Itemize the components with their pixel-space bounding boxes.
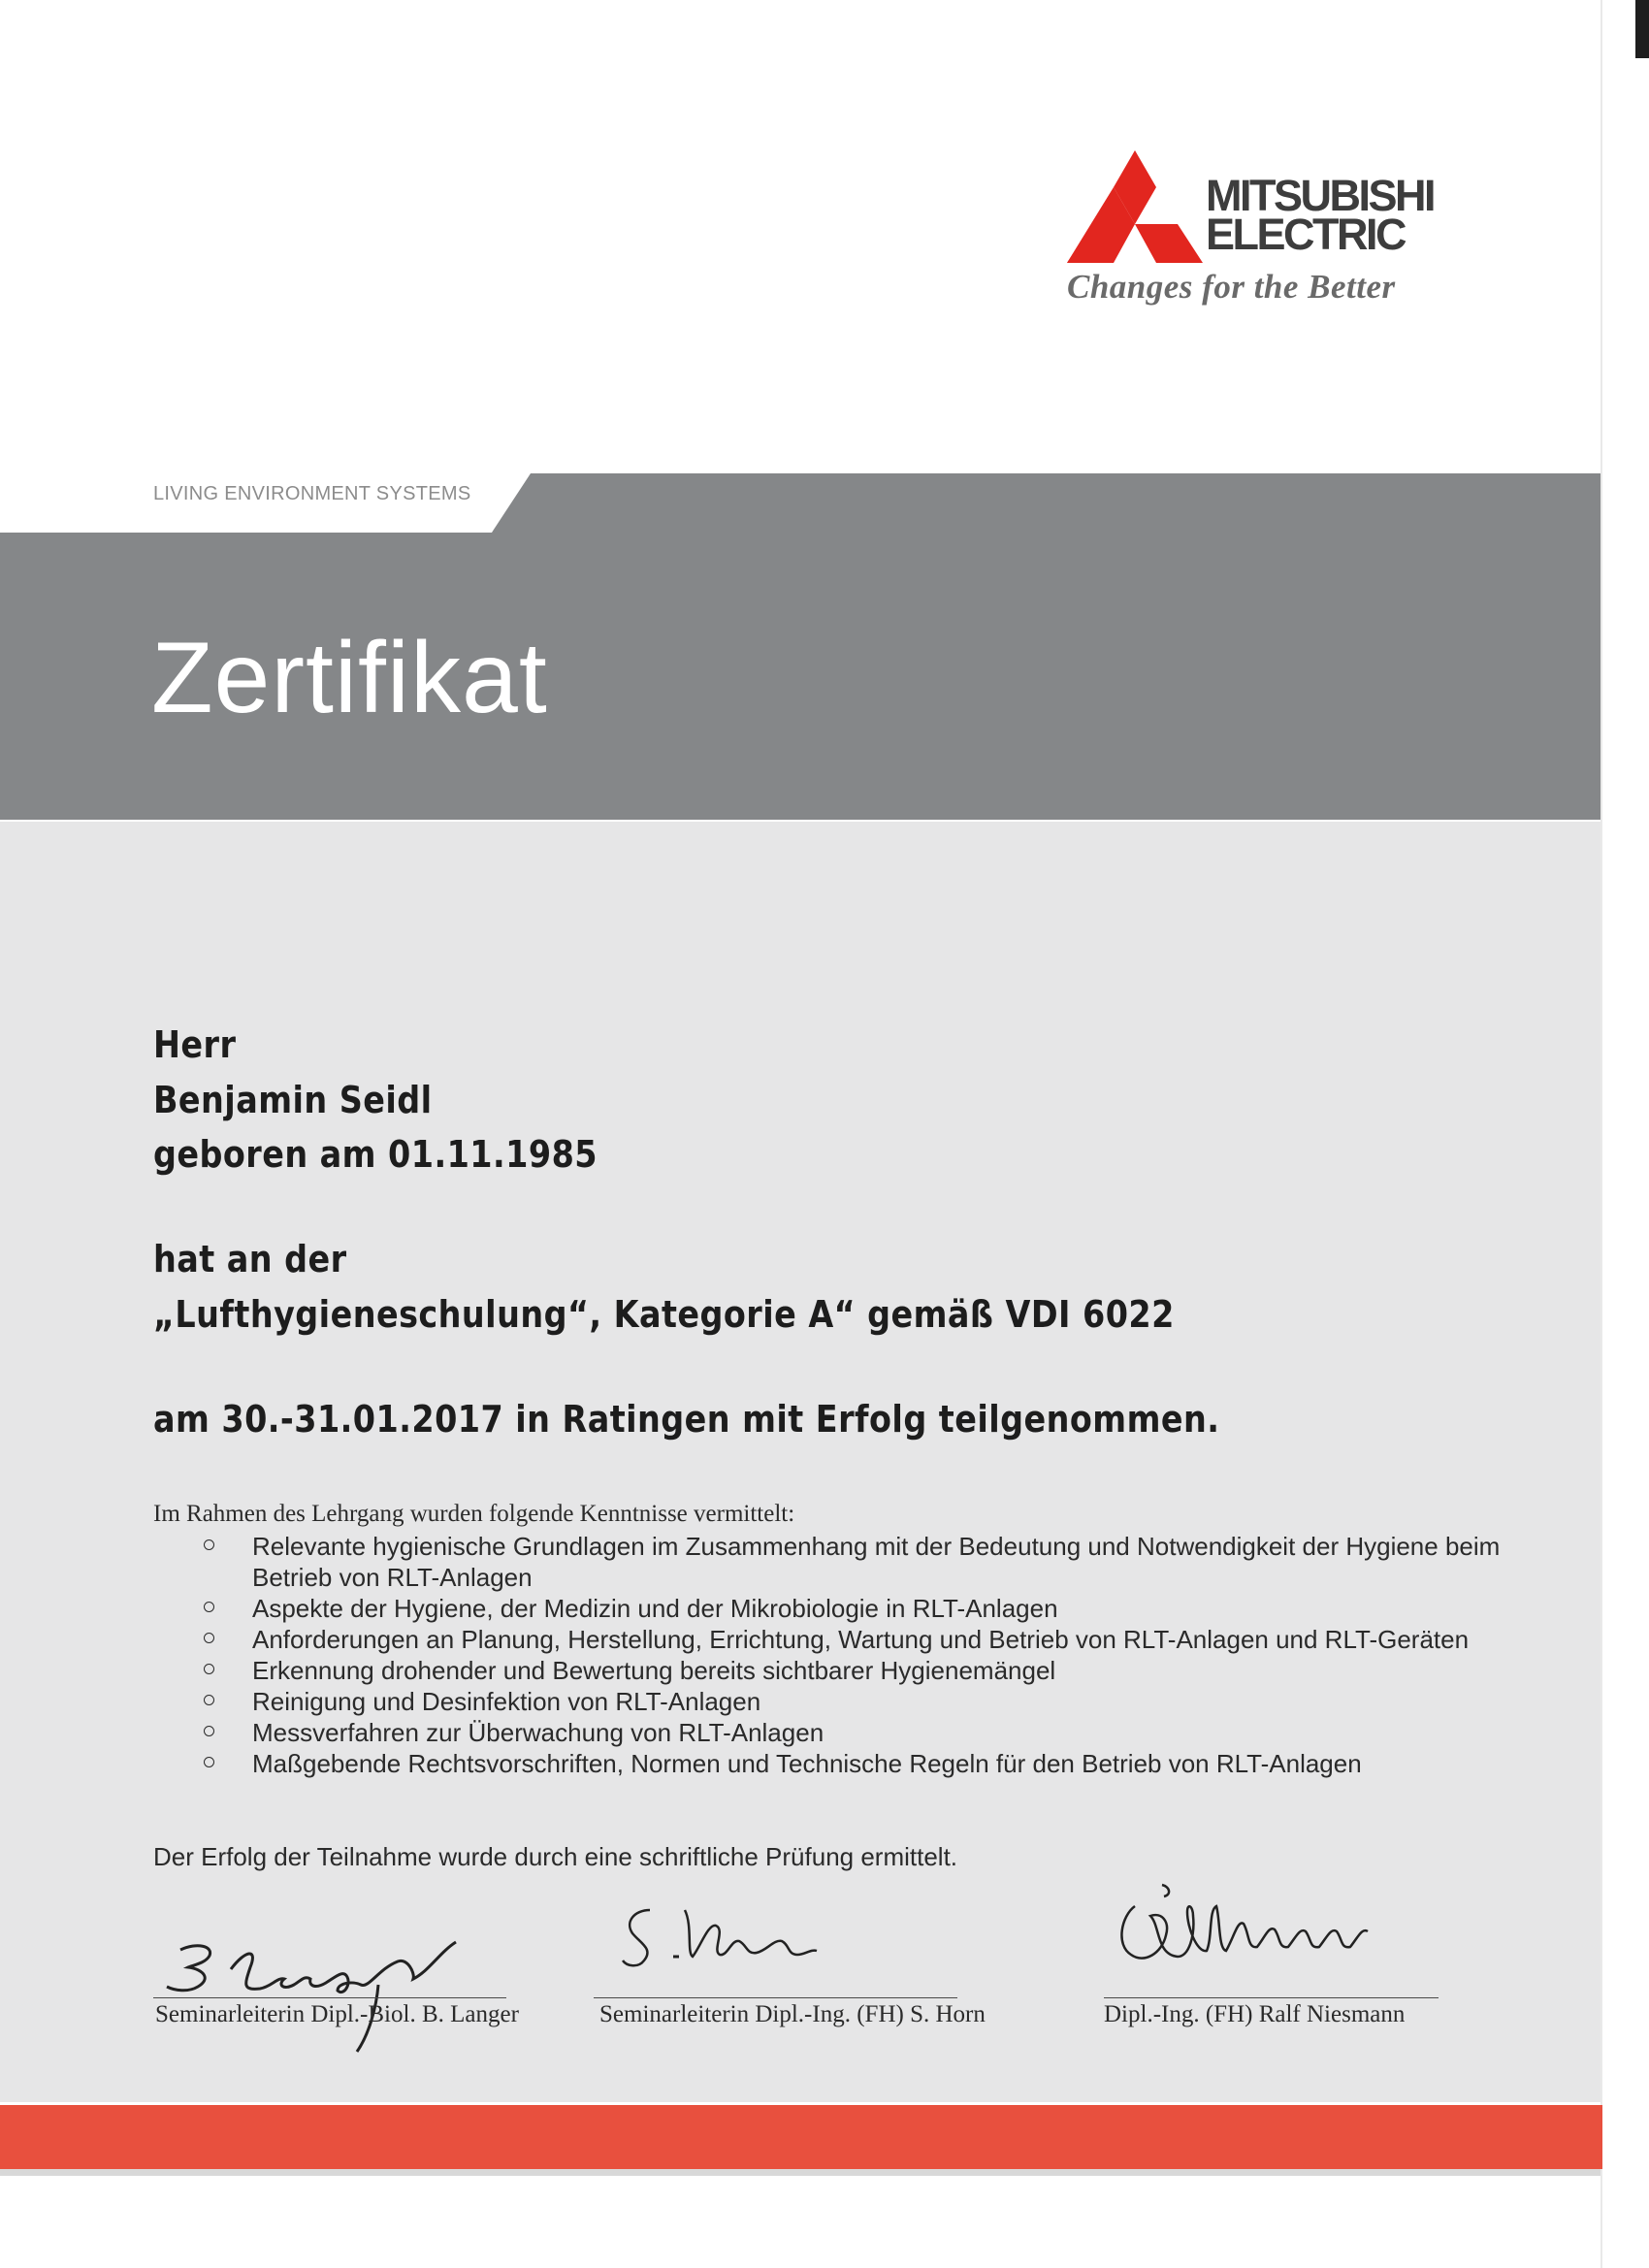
signatory-niesmann-label: Dipl.-Ing. (FH) Ralf Niesmann bbox=[1104, 2001, 1406, 2027]
circle-bullet-icon bbox=[204, 1695, 214, 1705]
recipient-birth-date: geboren am 01.11.1985 bbox=[153, 1133, 598, 1176]
topic-item bbox=[204, 1593, 1504, 1624]
topic-text: Anforderungen an Planung, Herstellung, Errichtung, Wartung und Betrieb von RLT-Anlagen und RLT-Geräten bbox=[252, 1625, 1470, 1654]
brand-name-line1: MITSUBISHI bbox=[1206, 171, 1435, 220]
circle-bullet-icon bbox=[204, 1726, 214, 1736]
handwritten-signature-langer bbox=[153, 1930, 570, 2057]
footer-grey-stripe bbox=[0, 2169, 1600, 2176]
division-label: LIVING ENVIRONMENT SYSTEMS bbox=[153, 483, 471, 504]
scan-mark bbox=[1635, 0, 1649, 58]
certificate-title: Zertifikat bbox=[151, 622, 548, 734]
topics-list bbox=[204, 1531, 1504, 1779]
circle-bullet-icon bbox=[204, 1633, 214, 1643]
topic-item bbox=[204, 1686, 1504, 1717]
circle-bullet-icon bbox=[204, 1757, 214, 1767]
brand-name-line2: ELECTRIC bbox=[1206, 210, 1405, 259]
signatory-horn-label: Seminarleiterin Dipl.-Ing. (FH) S. Horn bbox=[599, 2001, 986, 2027]
exam-result-note: Der Erfolg der Teilnahme wurde durch eine schriftliche Prüfung ermittelt. bbox=[153, 1842, 958, 1871]
topic-text: Aspekte der Hygiene, der Medizin und der Mikrobiologie in RLT-Anlagen bbox=[252, 1594, 1058, 1623]
page-edge-line bbox=[1600, 0, 1602, 2268]
course-completion: am 30.-31.01.2017 in Ratingen mit Erfolg teilgenommen. bbox=[153, 1398, 1220, 1441]
topic-text: Messverfahren zur Überwachung von RLT-Anlagen bbox=[252, 1718, 824, 1747]
topic-item bbox=[204, 1655, 1504, 1686]
topic-text: Erkennung drohender und Bewertung bereits sichtbarer Hygienemängel bbox=[252, 1656, 1056, 1685]
footer-red-stripe bbox=[0, 2105, 1602, 2169]
contents-intro: Im Rahmen des Lehrgang wurden folgende Kenntnisse vermittelt: bbox=[153, 1501, 795, 1527]
topic-text: Relevante hygienische Grundlagen im Zusammenhang mit der Bedeutung und Notwendigkeit der Hygiene beim Betrieb von RLT-Anlagen bbox=[252, 1532, 1501, 1592]
signature-line bbox=[1104, 1997, 1439, 1998]
brand-tagline: Changes for the Better bbox=[1067, 268, 1396, 306]
signature-line bbox=[153, 1997, 506, 1998]
course-name: „Lufthygieneschulung“, Kategorie A“ gemäß VDI 6022 bbox=[153, 1293, 1175, 1336]
circle-bullet-icon bbox=[204, 1664, 214, 1674]
recipient-salutation: Herr bbox=[153, 1023, 237, 1066]
signatory-langer-label: Seminarleiterin Dipl.-Biol. B. Langer bbox=[155, 2001, 519, 2027]
topic-text: Reinigung und Desinfektion von RLT-Anlagen bbox=[252, 1687, 761, 1716]
recipient-name: Benjamin Seidl bbox=[153, 1079, 433, 1121]
signature-block-niesmann bbox=[1106, 1877, 1416, 1993]
topic-item bbox=[204, 1624, 1504, 1655]
page-edge bbox=[1600, 0, 1649, 2268]
topic-item bbox=[204, 1531, 1504, 1593]
handwritten-signature-horn bbox=[611, 1896, 902, 2003]
topic-item bbox=[204, 1748, 1504, 1779]
circle-bullet-icon bbox=[204, 1602, 214, 1612]
signature-block-langer bbox=[153, 1930, 570, 2057]
topic-item bbox=[204, 1717, 1504, 1748]
circle-bullet-icon bbox=[204, 1539, 214, 1550]
signature-line bbox=[594, 1997, 957, 1998]
course-intro: hat an der bbox=[153, 1238, 347, 1280]
topic-text: Maßgebende Rechtsvorschriften, Normen und Technische Regeln für den Betrieb von RLT-Anlagen bbox=[252, 1749, 1362, 1778]
handwritten-signature-niesmann bbox=[1106, 1877, 1416, 1993]
signature-block-horn bbox=[611, 1896, 902, 2003]
